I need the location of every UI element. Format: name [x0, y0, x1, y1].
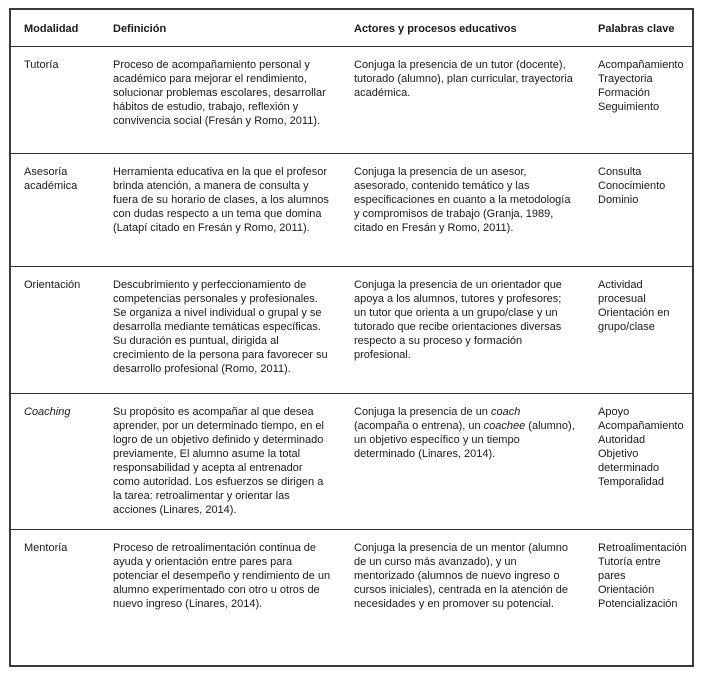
definicion-cell: Proceso de retroalimentación continua de ayuda y orientación entre pares para potenciar el desempeño y rendimiento de un alumno experimentado con otro u otros de nuevo ingreso (Linares, 2014). [113, 541, 331, 610]
actores-cell [341, 266, 585, 393]
header-actores: Actores y procesos educativos [354, 23, 517, 35]
keyword-item: Formación [598, 86, 650, 99]
actores-text: Conjuga la presencia de un [354, 405, 491, 418]
modalidad-label: Mentoría [24, 541, 68, 554]
keyword-item: Potencialización [598, 597, 678, 610]
keyword-item: Orientación [598, 583, 655, 596]
palabras-clave-cell [585, 393, 693, 529]
actores-text: (acompaña o entrena), un [354, 419, 484, 432]
header-palabras-clave: Palabras clave [598, 23, 675, 35]
palabras-clave-cell [585, 266, 693, 393]
keyword-item: Orientación en grupo/clase [598, 306, 670, 333]
modalidad-label: Asesoría académica [24, 165, 78, 192]
actores-text: Conjuga la presencia de un asesor, asesorado, contenido temático y las especificaciones en cuanto a la metodología y compromisos de trabajo (Granja, 1989, citado en Fresán y Romo, 2011). [354, 165, 571, 234]
actores-cell [341, 46, 585, 153]
actores-cell [341, 393, 585, 529]
definicion-cell: Herramienta educativa en la que el profesor brinda atención, a manera de consulta y fuera de su horario de clases, a los alumnos con dudas respecto a un tema que domina (Latapí citado en Fresán y Romo, 2011). [113, 165, 329, 234]
header-definicion: Definición [113, 23, 167, 35]
keyword-item: Acompañamiento [598, 58, 684, 71]
table-row [10, 46, 693, 153]
definicion-cell: Su propósito es acompañar al que desea aprender, por un determinado tiempo, en el logro de un objetivo definido y determinado previamente, El alumno asume la total responsabilidad y acepta al entrenador como autoridad. Los esfuerzos se dirigen a la tarea: retroalimentar y orientar las acciones (Linares, 2014). [113, 405, 324, 516]
table-body [10, 46, 693, 666]
table-row [10, 393, 693, 529]
definicion-cell: Proceso de acompañamiento personal y académico para mejorar el rendimiento, solucionar problemas escolares, desarrollar hábitos de estudio, trabajo, reflexión y convivencia social (Fresán y Romo, 2011). [113, 58, 326, 127]
modalities-table [9, 8, 694, 667]
actores-italic-term: coach [490, 405, 521, 418]
keyword-item: Autoridad [598, 433, 646, 446]
actores-italic-term: coachee [483, 419, 526, 432]
modalidad-cell [10, 46, 100, 153]
actores-cell [341, 529, 585, 666]
actores-cell [341, 153, 585, 266]
table-row [10, 529, 693, 666]
header-modalidad: Modalidad [24, 23, 79, 35]
palabras-clave-cell [585, 46, 693, 153]
keyword-item: Objetivo determinado [598, 447, 660, 474]
actores-text: Conjuga la presencia de un orientador que apoya a los alumnos, tutores y profesores; un tutor que orienta a un grupo/clase y un tutorado que recibe orientaciones diversas respecto a su proceso y formación profesional. [354, 278, 562, 361]
modalidad-cell [10, 393, 100, 529]
modalidad-label: Coaching [24, 405, 71, 418]
modalidad-label: Orientación [24, 278, 81, 291]
keyword-item: Seguimiento [598, 100, 660, 113]
keyword-item: Consulta [598, 165, 642, 178]
palabras-clave-cell [585, 529, 693, 666]
keyword-item: Retroalimentación [598, 541, 687, 554]
keyword-item: Apoyo [598, 405, 630, 418]
modalidad-cell [10, 153, 100, 266]
table-row [10, 153, 693, 266]
actores-text: Conjuga la presencia de un tutor (docente), tutorado (alumno), plan curricular, trayectoria académica. [354, 58, 573, 99]
keyword-item: Dominio [598, 193, 639, 206]
keyword-item: Actividad procesual [598, 278, 646, 305]
modalidad-label: Tutoría [24, 58, 59, 71]
table-header-row [10, 9, 693, 46]
keyword-item: Trayectoria [598, 72, 653, 85]
table-row [10, 266, 693, 393]
actores-text: (alumno), un objetivo específico y un tiempo determinado (Linares, 2014). [354, 419, 575, 460]
actores-text: Conjuga la presencia de un mentor (alumno de un curso más avanzado), y un mentorizado (alumnos de nuevo ingreso o cursos iniciales), centrada en la atención de necesidades y en promover su potencial. [354, 541, 569, 610]
definicion-cell: Descubrimiento y perfeccionamiento de competencias personales y profesionales. Se organiza a nivel individual o grupal y se desarrolla mediante temáticas específicas. Su duración es puntual, dirigida al crecimiento de la persona para favorecer su desarrollo profesional (Romo, 2011). [113, 278, 328, 375]
palabras-clave-cell [585, 153, 693, 266]
keyword-item: Temporalidad [598, 475, 665, 488]
keyword-item: Conocimiento [598, 179, 666, 192]
modalidad-cell [10, 266, 100, 393]
modalidad-cell [10, 529, 100, 666]
keyword-item: Tutoría entre pares [598, 555, 661, 582]
keyword-item: Acompañamiento [598, 419, 684, 432]
